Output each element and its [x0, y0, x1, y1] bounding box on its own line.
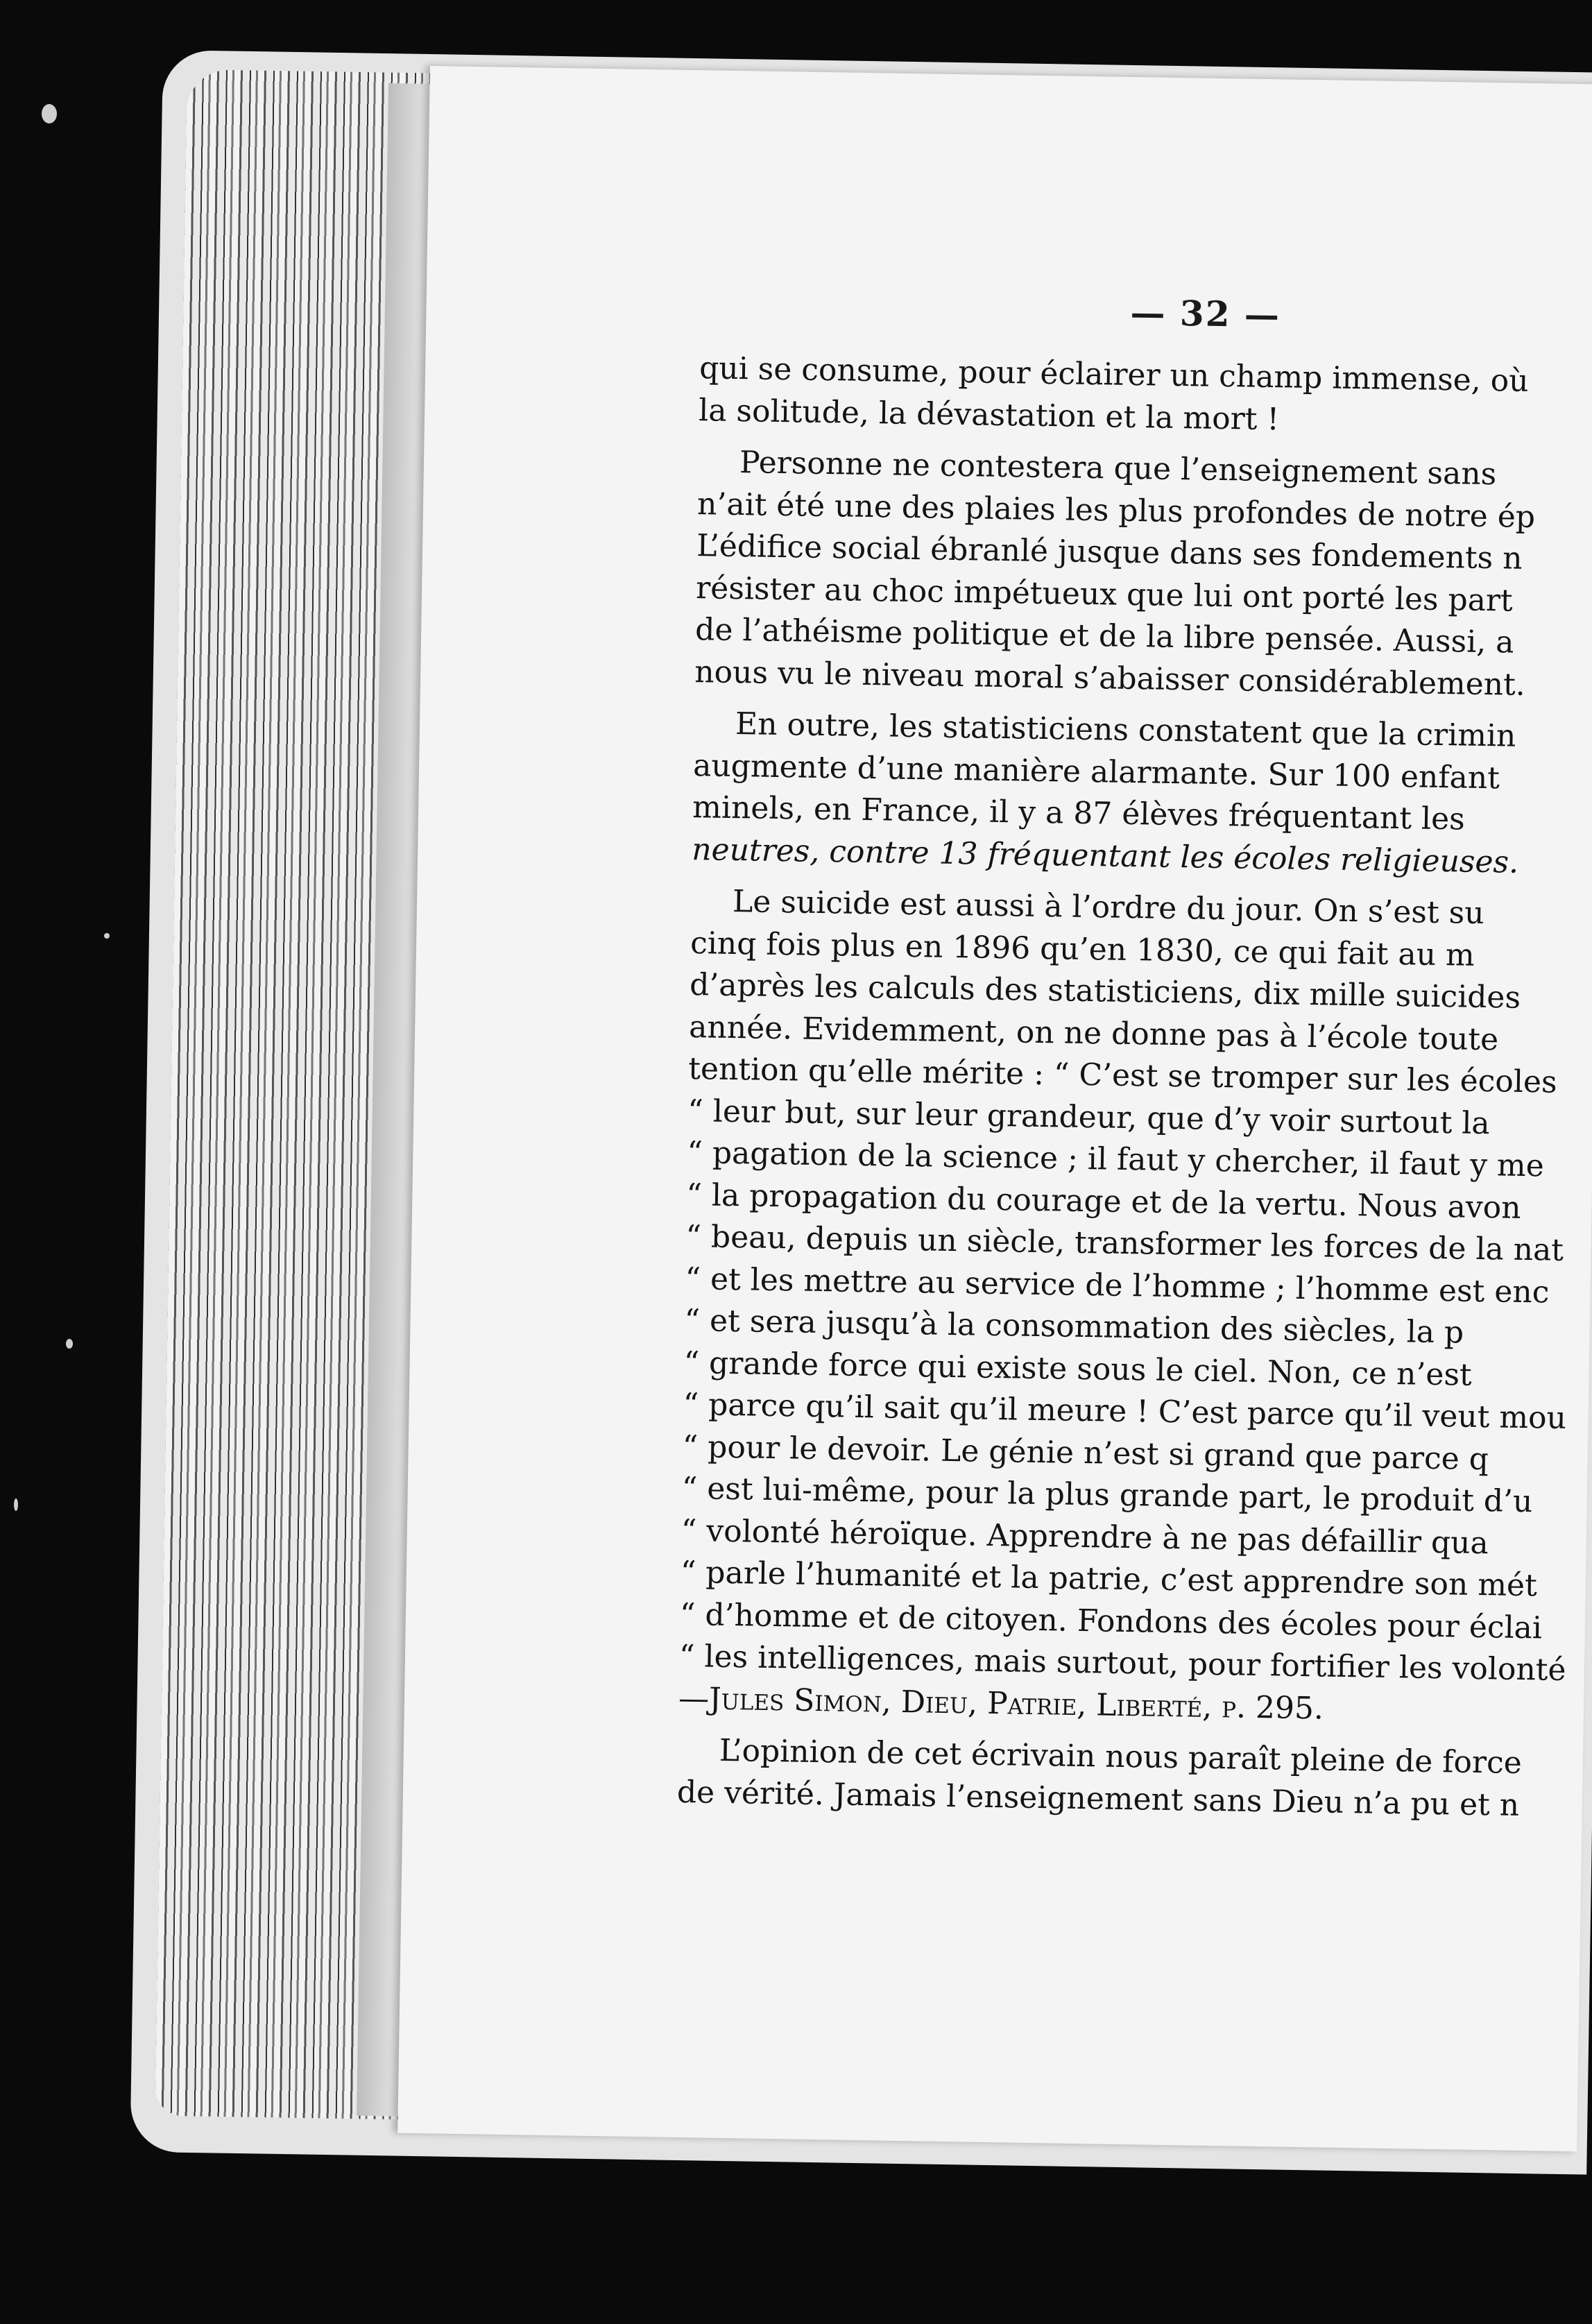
- text-line: “ grande force qui existe sous le ciel. Non, ce n’est: [683, 1344, 1473, 1393]
- text-line: cinq fois plus en 1896 qu’en 1830, ce qui fait au m: [690, 925, 1475, 973]
- text-line: minels, en France, il y a 87 élèves fréquentant les: [692, 789, 1466, 837]
- text-line: Personne ne contestera que l’enseignement sans: [739, 445, 1497, 493]
- book-page: [397, 66, 1592, 2151]
- text-line: nous vu le niveau moral s’abaisser considérablement.: [694, 653, 1526, 703]
- text-line: “ est lui-même, pour la plus grande part, le produit d’u: [681, 1470, 1533, 1520]
- page-text: [676, 348, 1592, 1829]
- text-line: En outre, les statisticiens constatent que la crimin: [735, 706, 1516, 754]
- text-line: de vérité. Jamais l’enseignement sans Dieu n’a pu et n: [676, 1774, 1520, 1823]
- text-line: année. Evidemment, on ne donne pas à l’école toute: [688, 1009, 1499, 1057]
- text-line: n’ait été une des plaies les plus profondes de notre ép: [696, 486, 1536, 535]
- text-line: “ et sera jusqu’à la consommation des siècles, la p: [684, 1302, 1464, 1351]
- text-line: “ d’homme et de citoyen. Fondons des écoles pour éclai: [679, 1596, 1543, 1646]
- text-line: “ volonté héroïque. Apprendre à ne pas défaillir qua: [681, 1512, 1489, 1561]
- scan-speck: [66, 1339, 73, 1349]
- text-line: augmente d’une manière alarmante. Sur 100 enfant: [692, 747, 1500, 796]
- text-line: neutres, contre 13 fréquentant les écoles religieuses.: [691, 831, 1519, 880]
- text-line: “ parce qu’il sait qu’il meure ! C’est parce qu’il veut mou: [683, 1386, 1567, 1436]
- text-line: qui se consume, pour éclairer un champ immense, où: [699, 350, 1529, 399]
- text-line: la solitude, la dévastation et la mort !: [698, 392, 1280, 437]
- scan-speck: [104, 933, 110, 939]
- text-line: “ et les mettre au service de l’homme ; l’homme est enc: [685, 1261, 1550, 1310]
- text-line: “ pour le devoir. Le génie n’est si grand que parce q: [682, 1428, 1489, 1477]
- text-line: “ pagation de la science ; il faut y chercher, il faut y me: [687, 1135, 1545, 1184]
- text-line: “ les intelligences, mais surtout, pour fortifier les volonté: [678, 1638, 1566, 1689]
- text-line: Le suicide est aussi à l’ordre du jour. On s’est su: [732, 884, 1484, 932]
- scan-speck: [42, 104, 57, 123]
- text-line: L’édifice social ébranlé jusque dans ses fondements n: [696, 528, 1523, 576]
- text-line: “ parle l’humanité et la patrie, c’est apprendre son mét: [680, 1554, 1538, 1604]
- scan-speck: [14, 1498, 18, 1511]
- text-line: “ leur but, sur leur grandeur, que d’y voir surtout la: [687, 1093, 1491, 1141]
- text-line: L’opinion de cet écrivain nous paraît pleine de force: [719, 1732, 1523, 1782]
- text-line: d’après les calculs des statisticiens, dix mille suicides: [689, 967, 1521, 1016]
- page-number: — 32 —: [1130, 291, 1281, 336]
- text-line: de l’athéisme politique et de la libre pensée. Aussi, a: [694, 612, 1514, 660]
- text-line: —Jules Simon, Dieu, Patrie, Liberté, p. 295.: [678, 1680, 1324, 1727]
- text-line: “ la propagation du courage et de la vertu. Nous avon: [686, 1177, 1521, 1226]
- text-line: “ beau, depuis un siècle, transformer les forces de la nat: [685, 1219, 1564, 1268]
- text-line: résister au choc impétueux que lui ont porté les part: [695, 570, 1514, 619]
- text-line: tention qu’elle mérite : “ C’est se tromper sur les écoles: [687, 1051, 1557, 1100]
